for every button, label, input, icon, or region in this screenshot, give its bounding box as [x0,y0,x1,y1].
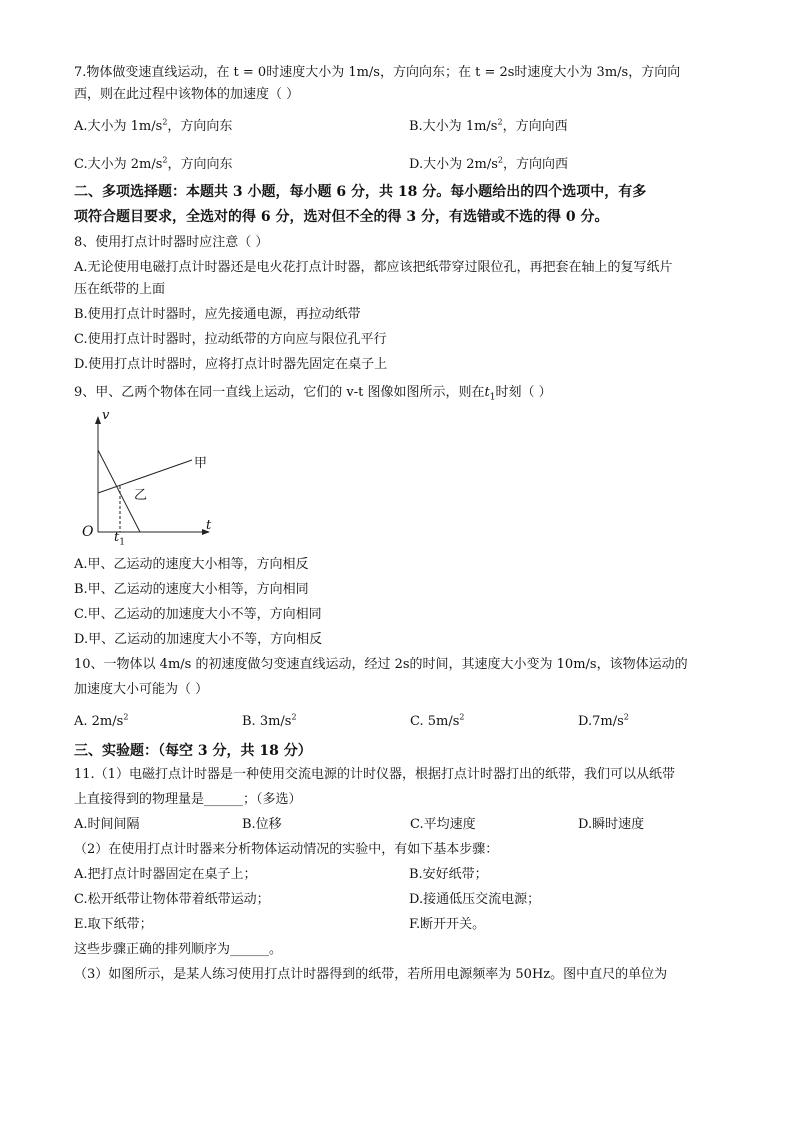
question-11-order: 这些步骤正确的排列顺序为______。 [74,939,724,961]
question-9-option-d: D.甲、乙运动的加速度大小不等，方向相反 [74,632,323,647]
section-2-heading: 二、多项选择题：本题共 3 小题，每小题 6 分，共 18 分。每小题给出的四个选项中，有多 项符合题目要求，全选对的得 6 分，选对但不全的得 3 分，有选错或不选的得 0 分。 [74,184,647,225]
question-7-option-b: B.大小为 $1m/s^2$，方向向西 [409,117,568,134]
question-11-steps-row2 [74,889,724,911]
v-axis-arrow [95,416,101,424]
question-8-option-a-line1: A.无论使用电磁打点计时器还是电火花打点计时器，都应该把纸带穿过限位孔，再把套在轴上的复写纸片 [74,260,673,275]
question-8-option-c: C.使用打点计时器时，拉动纸带的方向应与限位孔平行 [74,332,387,347]
origin-label: O [82,524,94,540]
question-8-option-d: D.使用打点计时器时，应将打点计时器先固定在桌子上 [74,357,388,372]
question-10-option-c: C. $5m/s^2$ [410,712,465,729]
question-11-option-c: C.平均速度 [410,817,476,832]
question-7-stem-line1: 7.物体做变速直线运动，在 t = 0时速度大小为 1m/s，方向向东；在 t = 2s时速度大小为 3m/s，方向向 [74,65,681,80]
step-f: F.断开开关。 [409,917,486,932]
t1-label: $t_1$ [114,530,125,548]
question-7 [74,62,724,176]
section-3-heading: 三、实验题：（每空 3 分，共 18 分） [74,743,312,759]
vt-graph [82,408,222,548]
question-11-part1-options [74,814,724,836]
answer-blank-1[interactable]: ______ [204,792,244,807]
question-7-option-a: A.大小为 $1m/s^2$，方向向东 [74,117,233,134]
question-7-options-row1 [74,116,724,138]
line-yi-label: 乙 [134,488,148,503]
question-9-option-c: C.甲、乙运动的加速度大小不等，方向相同 [74,607,322,622]
step-a: A.把打点计时器固定在桌子上； [74,867,257,882]
question-7-option-d: D.大小为 $2m/s^2$，方向向西 [409,155,568,172]
axis-t-label: t [206,518,212,533]
question-9 [74,382,724,651]
question-11-steps-row3 [74,914,724,936]
question-10-option-b: B. $3m/s^2$ [242,712,297,729]
question-7-options-row2 [74,154,724,176]
question-9-option-b: B.甲、乙运动的速度大小相等，方向相同 [74,582,309,597]
question-8-stem: 8、使用打点计时器时应注意（ ） [74,235,269,250]
question-10-options [74,711,724,733]
question-10 [74,654,724,733]
question-11-part2-stem: （2）在使用打点计时器来分析物体运动情况的实验中，有如下基本步骤： [74,842,499,857]
question-11-option-d: D.瞬时速度 [578,817,645,832]
question-8-option-b: B.使用打点计时器时，应先接通电源，再拉动纸带 [74,307,361,322]
question-11 [74,764,724,986]
question-8 [74,232,724,376]
question-8-option-a-line2: 压在纸带的上面 [74,282,166,297]
step-c: C.松开纸带让物体带着纸带运动； [74,892,270,907]
answer-blank-2[interactable]: ______ [230,942,270,957]
question-7-stem-line2: 西，则在此过程中该物体的加速度（ ） [74,87,300,102]
axis-v-label: v [102,408,110,423]
question-11-option-b: B.位移 [242,817,282,832]
question-10-stem-line2: 加速度大小可能为（ ） [74,682,209,697]
question-10-option-d: $D.7m/s^2$ [578,712,629,729]
vt-graph-svg [82,412,222,542]
question-9-stem: 9、甲、乙两个物体在同一直线上运动，它们的 v-t 图像如图所示，则在$t_1$时刻（ ） [74,385,552,403]
question-10-option-a: A. $2m/s^2$ [74,712,129,729]
line-jia-label: 甲 [194,456,208,471]
question-11-option-a: A.时间间隔 [74,817,140,832]
question-11-part1-line1: 11.（1）电磁打点计时器是一种使用交流电源的计时仪器，根据打点计时器打出的纸带，我们可以从纸带 [74,767,675,782]
question-11-part3-line1: （3）如图所示，是某人练习使用打点计时器得到的纸带，若所用电源频率为 50Hz。图中直尺的单位为 [74,967,668,982]
question-11-steps-row1 [74,864,724,886]
question-9-option-a: A.甲、乙运动的速度大小相等，方向相反 [74,557,309,572]
step-e: E.取下纸带； [74,917,153,932]
step-d: D.接通低压交流电源； [409,892,541,907]
step-b: B.安好纸带； [409,867,488,882]
question-7-option-c: C.大小为 $2m/s^2$，方向向东 [74,155,233,172]
question-11-part1-line2: 上直接得到的物理量是______；（多选） [74,789,724,811]
exam-page [74,62,724,986]
question-10-stem-line1: 10、一物体以 4m/s 的初速度做匀变速直线运动，经过 2s的时间，其速度大小变为 10m/s，该物体运动的 [74,657,688,672]
